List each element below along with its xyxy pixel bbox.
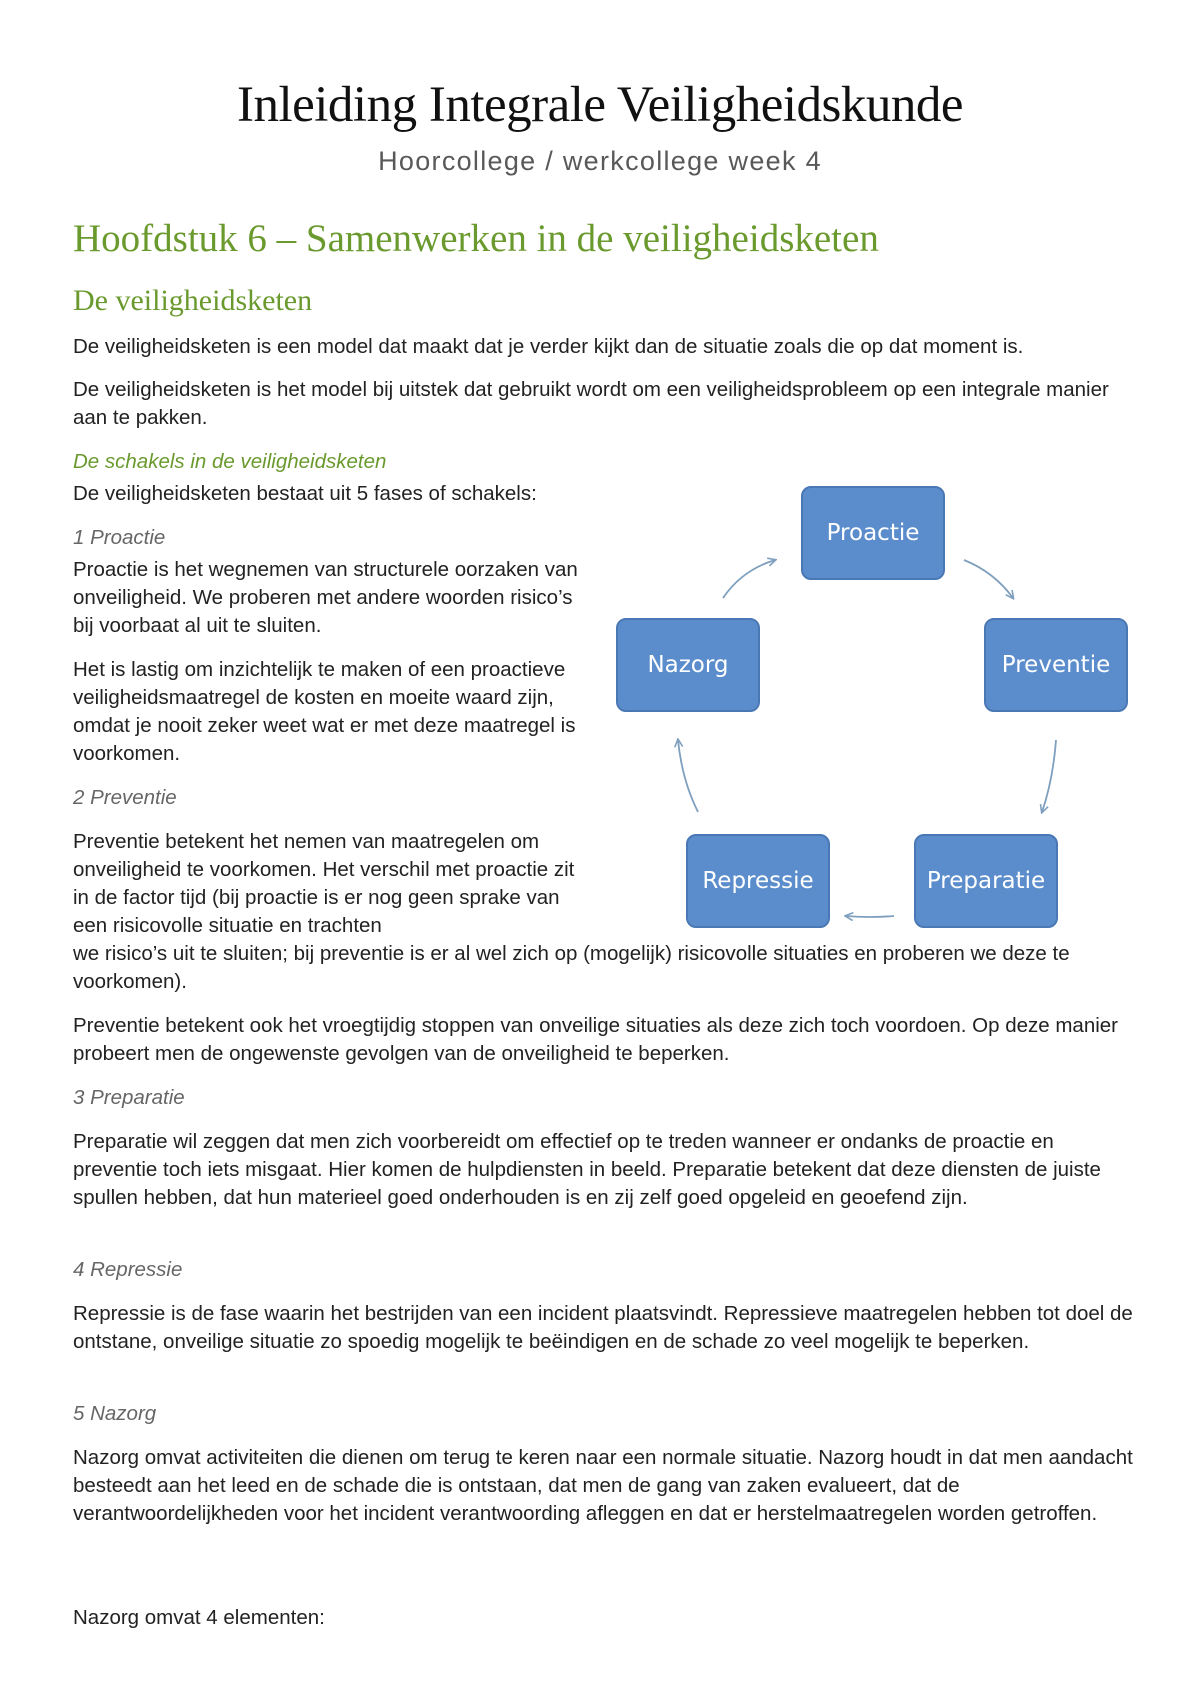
arrow-preparatie-to-repressie	[846, 916, 894, 917]
arrow-proactie-to-preventie	[964, 560, 1013, 598]
subheading-schakels: De schakels in de veiligheidsketen	[73, 450, 387, 473]
document-title: Inleiding Integrale Veiligheidskunde	[236, 77, 964, 133]
node-proactie: Proactie	[801, 486, 945, 580]
arrow-preventie-to-preparatie	[1042, 740, 1056, 812]
paragraph: De veiligheidsketen bestaat uit 5 fases of schakels:	[73, 482, 537, 505]
paragraph: Proactie is het wegnemen van structurele oorzaken van onveiligheid. We proberen met andere woorden risico’s bij voorbaat al uit te sluiten.	[73, 558, 578, 637]
phase-heading-preparatie: 3 Preparatie	[73, 1086, 185, 1109]
paragraph: De veiligheidsketen is een model dat maakt dat je verder kijkt dan de situatie zoals die op dat moment is.	[73, 335, 1024, 358]
node-preparatie: Preparatie	[914, 834, 1058, 928]
phase-heading-repressie: 4 Repressie	[73, 1258, 183, 1281]
paragraph: we risico’s uit te sluiten; bij preventie is er al wel zich op (mogelijk) risicovolle situaties en proberen we deze te voorkomen).	[73, 942, 1070, 993]
paragraph: Het is lastig om inzichtelijk te maken of een proactieve veiligheidsmaatregel de kosten en moeite waard zijn, omdat je nooit zeker weet wat er met deze maatregel is voorkomen.	[73, 658, 576, 765]
paragraph: Preventie betekent ook het vroegtijdig stoppen van onveilige situaties als deze zich toch voordoen. Op deze manier probeert men de ongewenste gevolgen van de onveiligheid te beperken.	[73, 1014, 1118, 1065]
paragraph: Preventie betekent het nemen van maatregelen om onveiligheid te voorkomen. Het verschil met proactie zit in de factor tijd (bij proactie is er nog geen sprake van een risicovolle situatie en trachten	[73, 830, 575, 937]
document-subtitle: Hoorcollege / werkcollege week 4	[378, 146, 822, 176]
node-preventie: Preventie	[984, 618, 1128, 712]
paragraph: Nazorg omvat 4 elementen:	[73, 1606, 325, 1629]
phase-heading-preventie: 2 Preventie	[73, 786, 177, 809]
phase-heading-nazorg: 5 Nazorg	[73, 1402, 157, 1425]
safety-chain-diagram	[600, 480, 1160, 940]
node-nazorg: Nazorg	[616, 618, 760, 712]
section-heading: De veiligheidsketen	[73, 284, 313, 317]
phase-heading-proactie: 1 Proactie	[73, 526, 166, 549]
node-repressie: Repressie	[686, 834, 830, 928]
paragraph: Repressie is de fase waarin het bestrijden van een incident plaatsvindt. Repressieve maatregelen hebben tot doel de ontstane, onveilige situatie zo spoedig mogelijk te beëindigen en de schade zo veel mogelijk te beperken.	[73, 1302, 1133, 1353]
paragraph: Preparatie wil zeggen dat men zich voorbereidt om effectief op te treden wanneer er ondanks de proactie en preventie toch iets misgaat. Hier komen de hulpdiensten in beeld. Preparatie betekent dat deze diensten de juiste spullen hebben, dat hun materieel goed onderhouden is en zij zelf goed opgeleid en geoefend zijn.	[73, 1130, 1101, 1209]
arrow-repressie-to-nazorg	[678, 740, 698, 812]
arrow-nazorg-to-proactie	[723, 560, 775, 598]
chapter-heading: Hoofdstuk 6 – Samenwerken in de veiligheidsketen	[73, 217, 879, 260]
paragraph: Nazorg omvat activiteiten die dienen om terug te keren naar een normale situatie. Nazorg houdt in dat men aandacht besteedt aan het leed en de schade die is ontstaan, dat men de gang van zaken evalueert, dat de verantwoordelijkheden voor het incident verantwoording afleggen en dat er herstelmaatregelen worden getroffen.	[73, 1446, 1133, 1525]
paragraph: De veiligheidsketen is het model bij uitstek dat gebruikt wordt om een veiligheidsprobleem op een integrale manier aan te pakken.	[73, 378, 1109, 429]
